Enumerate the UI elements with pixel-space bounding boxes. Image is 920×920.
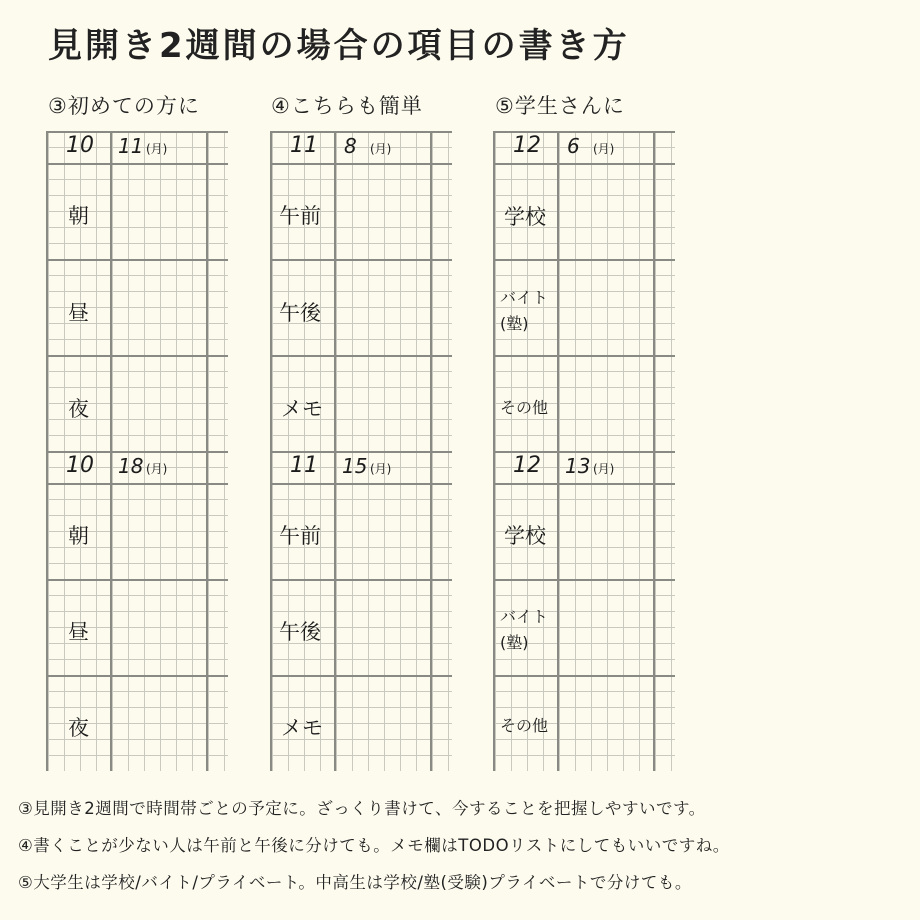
page-title: 見開き2週間の場合の項目の書き方 bbox=[48, 26, 630, 66]
weekday-label: (月) bbox=[146, 462, 168, 476]
weekday-label: (月) bbox=[593, 142, 615, 156]
month-label: 11 bbox=[290, 133, 318, 158]
slot-label-memo: メモ bbox=[281, 716, 323, 740]
grid-line bbox=[272, 483, 452, 485]
day-label: 6 bbox=[567, 134, 580, 158]
month-label: 12 bbox=[513, 453, 541, 478]
slot-label-school: 学校 bbox=[504, 205, 546, 229]
planner-grid-simple bbox=[270, 131, 452, 771]
slot-label-pm: 午後 bbox=[279, 620, 321, 644]
slot-label-memo: メモ bbox=[281, 397, 323, 421]
note-beginners: ③見開き2週間で時間帯ごとの予定に。ざっくり書けて、今することを把握しやすいです。 bbox=[18, 799, 706, 818]
weekday-label: (月) bbox=[370, 142, 392, 156]
month-label: 10 bbox=[66, 133, 94, 158]
planner-grid-beginners bbox=[46, 131, 228, 771]
grid-line bbox=[272, 259, 452, 261]
weekday-label: (月) bbox=[146, 142, 168, 156]
slot-label-school: 学校 bbox=[504, 524, 546, 548]
day-label: 15 bbox=[342, 454, 368, 478]
slot-label-morning: 朝 bbox=[68, 524, 89, 548]
grid-line bbox=[272, 579, 452, 581]
slot-label-noon: 昼 bbox=[68, 620, 89, 644]
slot-label-morning: 朝 bbox=[68, 204, 89, 228]
slot-label-night: 夜 bbox=[68, 397, 89, 421]
grid-line bbox=[495, 259, 675, 261]
slot-label-part-time: バイト (塾) bbox=[500, 607, 549, 652]
slot-label-other: その他 bbox=[500, 716, 549, 735]
column-heading-simple: ④こちらも簡単 bbox=[271, 94, 423, 118]
month-label: 10 bbox=[66, 453, 94, 478]
grid-line bbox=[48, 259, 228, 261]
note-simple: ④書くことが少ない人は午前と午後に分けても。メモ欄はTODOリストにしてもいいですね。 bbox=[18, 836, 730, 855]
slot-label-other: その他 bbox=[500, 398, 549, 417]
slot-label-am: 午前 bbox=[279, 204, 321, 228]
grid-line bbox=[48, 675, 228, 677]
day-label: 8 bbox=[344, 134, 357, 158]
weekday-label: (月) bbox=[370, 462, 392, 476]
day-label: 18 bbox=[118, 454, 144, 478]
day-label: 13 bbox=[565, 454, 591, 478]
slot-label-noon: 昼 bbox=[68, 301, 89, 325]
slot-label-part-time: バイト (塾) bbox=[500, 288, 549, 333]
grid-line bbox=[272, 355, 452, 357]
month-label: 12 bbox=[513, 133, 541, 158]
weekday-label: (月) bbox=[593, 462, 615, 476]
grid-line bbox=[495, 355, 675, 357]
month-label: 11 bbox=[290, 453, 318, 478]
slot-label-night: 夜 bbox=[68, 716, 89, 740]
grid-line bbox=[48, 163, 228, 165]
grid-line bbox=[495, 579, 675, 581]
grid-line bbox=[495, 675, 675, 677]
note-students: ⑤大学生は学校/バイト/プライベート。中高生は学校/塾(受験)プライベートで分けても。 bbox=[18, 873, 692, 892]
grid-line bbox=[48, 355, 228, 357]
column-heading-students: ⑤学生さんに bbox=[495, 94, 625, 118]
day-label: 11 bbox=[118, 134, 144, 158]
column-heading-beginners: ③初めての方に bbox=[48, 94, 200, 118]
grid-line bbox=[48, 483, 228, 485]
planner-grid-students bbox=[493, 131, 675, 771]
grid-line bbox=[48, 579, 228, 581]
grid-line bbox=[272, 675, 452, 677]
slot-label-am: 午前 bbox=[279, 524, 321, 548]
slot-label-pm: 午後 bbox=[279, 301, 321, 325]
grid-line bbox=[272, 163, 452, 165]
grid-line bbox=[495, 483, 675, 485]
grid-line bbox=[495, 163, 675, 165]
